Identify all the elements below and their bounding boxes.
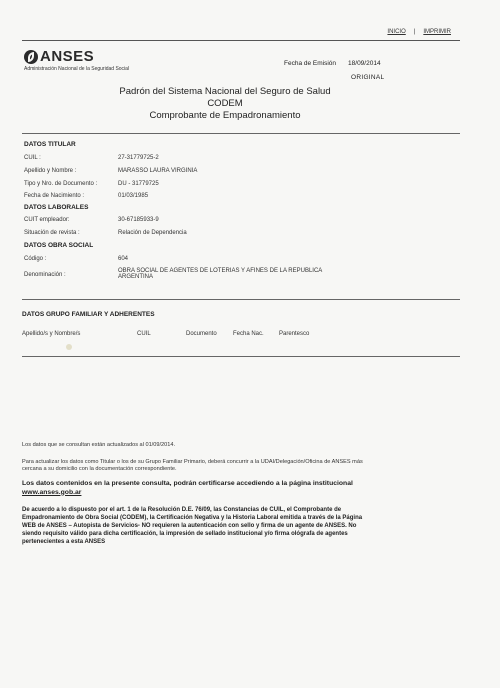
- grupo-heading: DATOS GRUPO FAMILIAR Y ADHERENTES: [22, 311, 155, 318]
- cuil-value: 27-31779725-2: [118, 155, 159, 161]
- nacimiento-label: Fecha de Nacimiento :: [24, 193, 85, 199]
- logo-subtitle: Administración Nacional de la Seguridad Social: [24, 66, 130, 72]
- denominacion-value: [118, 268, 322, 280]
- logo-text: ANSES: [40, 48, 95, 65]
- col-fecha-nac: Fecha Nac.: [233, 331, 264, 337]
- top-nav: [387, 29, 451, 35]
- title-line-3: Comprobante de Empadronamiento: [149, 110, 301, 121]
- col-nombre: Apellido/s y Nombre/s: [22, 331, 81, 337]
- legal-line-4: siendo requisito válido para dicha certificación, la impresión de sellado institucional y/o firma ológrafa de agentes: [22, 531, 348, 537]
- revista-label: Situación de revista :: [24, 230, 80, 236]
- legal-line-5: pertenecientes a esta ANSES: [22, 539, 106, 545]
- actualizar-line-2: cercana a su domicilio con la documentación correspondiente.: [22, 466, 177, 472]
- cuit-label: CUIT empleador:: [24, 217, 70, 223]
- nombre-label: Apellido y Nombre :: [24, 168, 77, 174]
- nombre-value: MARASSO LAURA VIRGINIA: [118, 168, 198, 174]
- codigo-value: 604: [118, 256, 129, 262]
- titular-heading: DATOS TITULAR: [24, 141, 76, 148]
- obra-social-heading: DATOS OBRA SOCIAL: [24, 242, 94, 249]
- scan-mark: [66, 344, 72, 350]
- title-line-1: Padrón del Sistema Nacional del Seguro de Salud: [119, 86, 331, 97]
- actualizado-note: Los datos que se consultan están actualizados al 01/09/2014.: [22, 442, 176, 448]
- anses-logo-icon: [24, 50, 38, 64]
- title-line-2: CODEM: [207, 98, 243, 109]
- actualizar-line-1: Para actualizar los datos como Titular o los de su Grupo Familiar Primario, deberá concurrir a la UDAI/Delegación/Oficina de ANSES más: [22, 459, 363, 465]
- denominacion-line-1: OBRA SOCIAL DE AGENTES DE LOTERIAS Y AFINES DE LA REPUBLICA: [118, 268, 323, 274]
- legal-line-2: Empadronamiento de Obra Social (CODEM), la Certificación Negativa y la Historia Laboral emitida a través de la Página: [22, 515, 363, 521]
- certificar-line-1: Los datos contenidos en la presente consulta, podrán certificarse accediendo a la página institucional: [22, 480, 353, 487]
- header-divider: [22, 40, 460, 41]
- denominacion-label: Denominación :: [24, 272, 66, 278]
- inicio-link[interactable]: INICIO: [387, 29, 406, 35]
- legal-note: [22, 506, 458, 546]
- cuit-value: 30-67185933-9: [118, 217, 159, 223]
- anses-web-link[interactable]: www.anses.gob.ar: [22, 488, 82, 496]
- divider: [22, 299, 460, 300]
- revista-value: Relación de Dependencia: [118, 230, 187, 236]
- anses-logo: [24, 48, 129, 72]
- imprimir-link[interactable]: IMPRIMIR: [423, 29, 451, 35]
- codigo-label: Código :: [24, 256, 47, 262]
- certificar-note: [22, 480, 458, 497]
- legal-line-1: De acuerdo a lo dispuesto por el art. 1 de la Resolución D.E. 76/09, las Constancias de CUIL, el Comprobante de: [22, 507, 342, 513]
- document-title: [60, 86, 390, 122]
- denominacion-line-2: ARGENTINA: [118, 274, 154, 280]
- col-parentesco: Parentesco: [279, 331, 310, 337]
- emision-date: [284, 60, 381, 67]
- col-cuil: CUIL: [137, 331, 151, 337]
- nav-separator: |: [413, 29, 416, 35]
- status-original: ORIGINAL: [351, 74, 385, 81]
- documento-value: DU - 31779725: [118, 181, 159, 187]
- documento-label: Tipo y Nro. de Documento :: [24, 181, 98, 187]
- nacimiento-value: 01/03/1985: [118, 193, 149, 199]
- laborales-heading: DATOS LABORALES: [24, 204, 89, 211]
- emision-label: Fecha de Emisión: [284, 60, 337, 67]
- divider: [22, 133, 460, 134]
- legal-line-3: WEB de ANSES – Autopista de Servicios- NO requieren la autenticación con sello y firma de un agente de ANSES. No: [22, 523, 357, 529]
- divider: [22, 356, 460, 357]
- emision-value: 18/09/2014: [348, 60, 381, 67]
- cuil-label: CUIL :: [24, 155, 41, 161]
- actualizar-note: [22, 459, 458, 473]
- col-documento: Documento: [186, 331, 217, 337]
